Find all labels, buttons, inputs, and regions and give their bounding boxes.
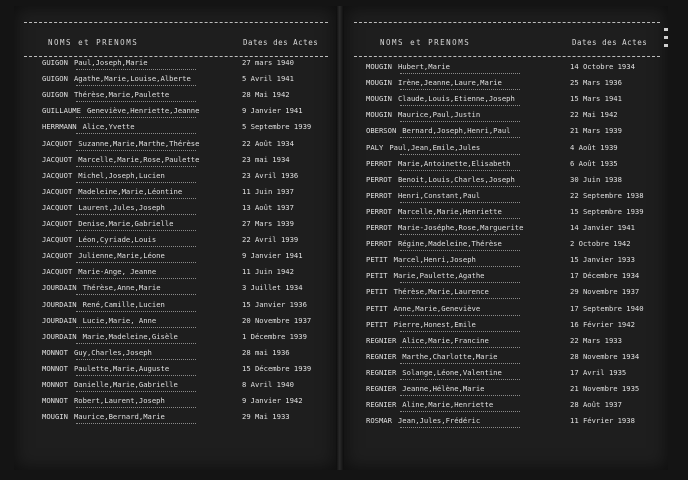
entry-underline — [400, 250, 520, 251]
entry-given-names: Paulette,Marie,Auguste — [73, 363, 170, 373]
entry-given-names: Lucie,Marie, Anne — [82, 315, 157, 325]
register-entry — [344, 78, 668, 92]
entry-underline — [76, 69, 196, 70]
entry-surname: PALY — [366, 142, 384, 152]
entry-underline — [76, 311, 196, 312]
right-page — [344, 6, 668, 470]
entry-given-names: Madeleine,Marie,Léontine — [78, 186, 183, 196]
entry-underline — [400, 186, 520, 187]
entry-name — [366, 191, 480, 200]
entry-name — [42, 58, 148, 67]
entry-given-names: Aline,Marie,Henriette — [402, 400, 494, 410]
entry-name — [366, 384, 485, 393]
register-entry — [14, 235, 336, 249]
entry-surname: PETIT — [366, 255, 388, 265]
entry-surname: JOURDAIN — [42, 331, 77, 341]
entry-underline — [400, 105, 520, 106]
entry-date: 2 Octobre 1942 — [570, 239, 631, 249]
entry-underline — [76, 198, 196, 199]
entry-surname: MONNOT — [42, 396, 68, 406]
entry-date: 28 Mai 1942 — [242, 90, 290, 100]
entry-underline — [400, 315, 520, 316]
entry-given-names: Solange,Léone,Valentine — [402, 367, 502, 377]
entry-date: 5 Septembre 1939 — [242, 122, 312, 132]
entry-name — [42, 348, 152, 357]
entry-underline — [76, 214, 196, 215]
entry-surname: PETIT — [366, 287, 388, 297]
register-entry — [344, 110, 668, 124]
entry-name — [366, 159, 510, 168]
entry-name — [366, 255, 476, 264]
entry-surname: REGNIER — [366, 351, 397, 361]
entry-date: 15 Décembre 1939 — [242, 363, 312, 373]
entry-name — [366, 400, 493, 409]
entry-name — [42, 106, 199, 115]
entry-given-names: Thérèse,Anne,Marie — [82, 283, 161, 293]
entry-given-names: Geneviève,Henriette,Jeanne — [86, 106, 200, 116]
entry-surname: ROSMAR — [366, 416, 392, 426]
register-entry — [344, 336, 668, 350]
names-header: NOMS et PRENOMS — [48, 38, 139, 47]
entry-underline — [400, 331, 520, 332]
entry-name — [366, 336, 489, 345]
entry-name — [42, 396, 165, 405]
entry-surname: JACQUOT — [42, 170, 73, 180]
entry-name — [42, 316, 156, 325]
entry-given-names: Paul,Joseph,Marie — [73, 58, 148, 67]
entry-date: 29 Novembre 1937 — [570, 287, 640, 297]
entry-date: 28 mai 1936 — [242, 347, 290, 357]
entry-name — [366, 320, 476, 329]
entry-surname: PERROT — [366, 158, 392, 168]
entry-surname: JACQUOT — [42, 138, 73, 148]
entry-date: 9 Janvier 1941 — [242, 106, 303, 116]
entry-date: 15 Janvier 1933 — [570, 255, 635, 265]
entry-date: 6 Août 1935 — [570, 158, 618, 168]
entry-date: 5 Avril 1941 — [242, 74, 294, 84]
entry-surname: REGNIER — [366, 384, 397, 393]
column-header — [14, 38, 336, 52]
entry-name — [366, 94, 515, 103]
book-gutter — [336, 6, 344, 470]
entry-underline — [76, 182, 196, 183]
register-entry — [14, 171, 336, 185]
entry-date: 17 Avril 1935 — [570, 367, 627, 377]
entry-underline — [76, 246, 196, 247]
entry-given-names: Julienne,Marie,Léone — [78, 251, 165, 261]
entry-given-names: Michel,Joseph,Lucien — [78, 170, 165, 180]
register-entry — [14, 300, 336, 314]
register-entry — [14, 74, 336, 88]
entry-given-names: Claude,Louis,Etienne,Joseph — [397, 94, 515, 104]
entry-name — [366, 368, 502, 377]
entry-name — [366, 287, 489, 296]
entry-underline — [400, 379, 520, 380]
entry-date: 30 Juin 1938 — [570, 174, 622, 184]
entry-name — [42, 139, 199, 148]
entry-given-names: Marcel,Henri,Joseph — [393, 255, 476, 265]
register-entry — [14, 316, 336, 330]
entry-given-names: Maurice,Paul,Justin — [397, 110, 481, 120]
entry-name — [42, 364, 169, 373]
entry-underline — [400, 73, 520, 74]
column-header — [344, 38, 668, 52]
names-header: NOMS et PRENOMS — [380, 38, 471, 47]
entry-underline — [76, 327, 196, 328]
entry-underline — [400, 89, 520, 90]
register-entry — [344, 271, 668, 285]
register-entry — [344, 239, 668, 253]
entry-surname: PERROT — [366, 190, 392, 200]
register-entry — [344, 175, 668, 189]
entry-given-names: Pierre,Honest,Emile — [393, 319, 476, 329]
entry-given-names: René,Camille,Lucien — [82, 299, 165, 309]
register-entry — [344, 400, 668, 414]
entry-underline — [400, 137, 520, 138]
entry-date: 14 Janvier 1941 — [570, 223, 635, 232]
entry-given-names: Jeanne,Hélène,Marie — [402, 384, 485, 393]
entry-name — [42, 300, 165, 309]
entry-name — [366, 175, 515, 184]
entry-underline — [76, 278, 196, 279]
entry-underline — [76, 294, 196, 295]
top-rule — [24, 22, 328, 23]
entry-surname: JOURDAIN — [42, 299, 77, 309]
entry-date: 22 Avril 1939 — [242, 235, 299, 245]
entry-date: 14 Octobre 1934 — [570, 62, 635, 71]
entry-underline — [400, 234, 520, 235]
entry-date: 27 Mars 1939 — [242, 219, 294, 228]
entry-given-names: Marie,Paulette,Agathe — [393, 271, 485, 281]
entry-date: 21 Novembre 1935 — [570, 384, 640, 393]
entry-underline — [400, 298, 520, 299]
register-entry — [344, 287, 668, 301]
entry-name — [42, 187, 182, 196]
entry-given-names: Maurice,Bernard,Marie — [73, 412, 165, 422]
entry-date: 25 Mars 1936 — [570, 78, 622, 88]
entry-date: 3 Juillet 1934 — [242, 283, 303, 293]
register-entry — [14, 187, 336, 201]
entry-given-names: Guy,Charles,Joseph — [73, 347, 152, 357]
entry-name — [366, 110, 480, 119]
page-edge-mark — [664, 28, 668, 31]
entry-given-names: Denise,Marie,Gabrielle — [78, 219, 174, 228]
entry-given-names: Marie-Joséphe,Rose,Marguerite — [397, 223, 524, 232]
entry-underline — [400, 363, 520, 364]
entry-date: 15 Mars 1941 — [570, 94, 622, 104]
register-entry — [14, 106, 336, 120]
register-entry — [14, 251, 336, 265]
register-entry — [14, 396, 336, 410]
entry-given-names: Irène,Jeanne,Laure,Marie — [397, 78, 502, 88]
entry-underline — [76, 423, 196, 424]
entry-underline — [400, 202, 520, 203]
entry-given-names: Thérèse,Marie,Laurence — [393, 287, 489, 297]
entry-date: 28 Novembre 1934 — [570, 351, 640, 361]
entry-given-names: Benoit,Louis,Charles,Joseph — [397, 174, 515, 184]
entry-given-names: Thérèse,Marie,Paulette — [73, 90, 170, 100]
entry-given-names: Jean,Jules,Frédéric — [397, 416, 481, 426]
entry-given-names: Marthe,Charlotte,Marie — [402, 351, 498, 361]
entry-underline — [76, 166, 196, 167]
entry-surname: OBERSON — [366, 126, 397, 136]
entry-date: 27 mars 1940 — [242, 58, 294, 67]
entry-surname: MOUGIN — [42, 412, 68, 422]
entry-surname: MOUGIN — [366, 94, 392, 104]
entry-surname: JACQUOT — [42, 154, 73, 164]
entry-underline — [76, 230, 196, 231]
entry-surname: MOUGIN — [366, 62, 392, 71]
entry-underline — [400, 411, 520, 412]
entry-surname: REGNIER — [366, 400, 397, 410]
entry-underline — [76, 343, 196, 344]
register-entry — [14, 348, 336, 362]
entry-date: 4 Août 1939 — [570, 142, 618, 152]
entry-date: 15 Janvier 1936 — [242, 299, 307, 309]
entry-name — [42, 251, 165, 260]
entry-given-names: Laurent,Jules,Joseph — [78, 202, 165, 212]
entry-date: 9 Janvier 1941 — [242, 251, 303, 261]
header-rule — [354, 56, 660, 57]
entry-underline — [400, 427, 520, 428]
register-entry — [14, 58, 336, 72]
entry-surname: GUIGON — [42, 90, 68, 100]
entry-underline — [400, 121, 520, 122]
register-entry — [14, 155, 336, 169]
dates-header: Dates des Actes — [243, 38, 319, 47]
entry-given-names: Régine,Madeleine,Thérèse — [397, 239, 502, 249]
entry-given-names: Alice,Marie,Francine — [402, 335, 489, 345]
entry-surname: PETIT — [366, 303, 388, 313]
entry-name — [42, 122, 135, 131]
entry-given-names: Suzanne,Marie,Marthe,Thérèse — [78, 138, 200, 148]
entry-date: 22 Mars 1933 — [570, 335, 622, 345]
page-edge-mark — [664, 36, 668, 39]
entry-name — [366, 304, 480, 313]
entry-name — [42, 332, 178, 341]
entry-date: 8 Avril 1940 — [242, 380, 294, 389]
header-rule — [24, 56, 328, 57]
entry-name — [366, 271, 485, 280]
entry-underline — [76, 150, 196, 151]
register-entry — [14, 203, 336, 217]
entry-underline — [76, 262, 196, 263]
register-entry — [344, 159, 668, 173]
entry-date: 22 Septembre 1938 — [570, 190, 644, 200]
entry-name — [42, 283, 161, 292]
entry-name — [366, 239, 502, 248]
entry-given-names: Agathe,Marie,Louise,Alberte — [73, 74, 191, 84]
register-entry — [344, 223, 668, 237]
entry-name — [366, 207, 502, 216]
entry-name — [366, 352, 498, 361]
entry-surname: PERROT — [366, 239, 392, 249]
register-entry — [344, 207, 668, 221]
register-entry — [344, 94, 668, 108]
register-entry — [14, 139, 336, 153]
entry-underline — [76, 391, 196, 392]
entry-name — [366, 143, 480, 152]
entry-surname: GUIGON — [42, 74, 68, 84]
register-entry — [344, 368, 668, 382]
register-entry — [14, 412, 336, 426]
entry-date: 13 Août 1937 — [242, 202, 294, 212]
entry-underline — [400, 218, 520, 219]
entry-given-names: Marie-Ange, Jeanne — [78, 267, 157, 277]
entry-date: 17 Décembre 1934 — [570, 271, 640, 281]
entry-date: 15 Septembre 1939 — [570, 206, 644, 216]
register-entry — [14, 380, 336, 394]
entry-surname: REGNIER — [366, 335, 397, 345]
entry-surname: GUILLAUME — [42, 106, 81, 116]
register-entry — [344, 384, 668, 398]
entry-given-names: Paul,Jean,Emile,Jules — [389, 142, 481, 152]
entry-name — [42, 235, 156, 244]
dates-header: Dates des Actes — [572, 38, 648, 47]
entry-name — [42, 219, 174, 228]
entry-surname: PETIT — [366, 271, 388, 281]
entry-given-names: Robert,Laurent,Joseph — [73, 396, 165, 406]
entry-underline — [76, 101, 196, 102]
entry-name — [42, 380, 178, 389]
entry-surname: JACQUOT — [42, 219, 73, 228]
entry-underline — [76, 407, 196, 408]
entry-underline — [400, 266, 520, 267]
entry-surname: MOUGIN — [366, 78, 392, 88]
entry-date: 23 mai 1934 — [242, 154, 290, 164]
entry-underline — [76, 359, 196, 360]
entry-given-names: Marie,Antoinette,Elisabeth — [397, 158, 511, 168]
entry-name — [42, 203, 165, 212]
entry-given-names: Henri,Constant,Paul — [397, 190, 481, 200]
entry-date: 23 Avril 1936 — [242, 170, 299, 180]
register-entry — [14, 219, 336, 233]
entry-given-names: Marie,Madeleine,Gisèle — [82, 331, 178, 341]
register-entry — [14, 267, 336, 281]
entry-date: 11 Février 1938 — [570, 416, 635, 426]
entry-date: 1 Décembre 1939 — [242, 331, 307, 341]
register-entry — [344, 304, 668, 318]
entry-underline — [76, 375, 196, 376]
page-edge-mark — [664, 44, 668, 47]
entry-name — [42, 412, 165, 421]
entry-underline — [76, 133, 196, 134]
entry-surname: JACQUOT — [42, 202, 73, 212]
register-entry — [344, 352, 668, 366]
entry-date: 11 Juin 1942 — [242, 267, 294, 277]
register-entry — [344, 126, 668, 140]
entry-name — [366, 416, 480, 425]
entry-name — [366, 78, 502, 87]
register-entry — [14, 364, 336, 378]
entry-surname: JACQUOT — [42, 235, 73, 245]
entry-given-names: Alice,Yvette — [82, 122, 135, 132]
entry-given-names: Marcelle,Marie,Henriette — [397, 206, 502, 216]
entry-surname: PETIT — [366, 319, 388, 329]
register-entry — [344, 255, 668, 269]
entry-date: 22 Août 1934 — [242, 138, 294, 148]
entry-surname: PERROT — [366, 174, 392, 184]
entry-underline — [400, 347, 520, 348]
entry-surname: MONNOT — [42, 347, 68, 357]
left-page — [14, 6, 336, 470]
entry-underline — [400, 282, 520, 283]
entry-underline — [76, 117, 196, 118]
entry-date: 16 Février 1942 — [570, 319, 635, 329]
entry-date: 9 Janvier 1942 — [242, 396, 303, 406]
entry-name — [42, 90, 169, 99]
entry-name — [42, 155, 199, 164]
entry-surname: JOURDAIN — [42, 283, 77, 293]
entry-name — [366, 126, 510, 135]
entry-surname: REGNIER — [366, 367, 397, 377]
register-entry — [344, 416, 668, 430]
entry-surname: JOURDAIN — [42, 315, 77, 325]
entry-given-names: Anne,Marie,Geneviève — [393, 303, 481, 313]
entry-surname: MONNOT — [42, 363, 68, 373]
entry-surname: JACQUOT — [42, 186, 73, 196]
register-entry — [14, 283, 336, 297]
entry-underline — [400, 395, 520, 396]
entry-date: 22 Mai 1942 — [570, 110, 618, 120]
entry-date: 21 Mars 1939 — [570, 126, 622, 136]
entry-surname: HERRMANN — [42, 122, 77, 132]
entry-surname: GUIGON — [42, 58, 68, 67]
entry-date: 11 Juin 1937 — [242, 186, 294, 196]
register-entry — [344, 143, 668, 157]
entry-name — [42, 171, 165, 180]
entry-name — [366, 62, 450, 71]
entry-underline — [400, 170, 520, 171]
entry-underline — [400, 154, 520, 155]
entry-date: 28 Août 1937 — [570, 400, 622, 410]
entry-surname: JACQUOT — [42, 267, 73, 277]
register-entry — [344, 320, 668, 334]
entry-surname: PERROT — [366, 223, 392, 232]
entry-name — [42, 74, 191, 83]
entry-given-names: Bernard,Joseph,Henri,Paul — [402, 126, 511, 136]
entry-date: 20 Novembre 1937 — [242, 315, 312, 325]
register-entry — [14, 332, 336, 346]
entry-given-names: Hubert,Marie — [397, 62, 450, 71]
entry-date: 17 Septembre 1940 — [570, 303, 644, 313]
entry-surname: MONNOT — [42, 380, 68, 389]
entry-surname: MOUGIN — [366, 110, 392, 120]
entry-surname: JACQUOT — [42, 251, 73, 261]
entry-surname: PERROT — [366, 206, 392, 216]
entry-given-names: Léon,Cyriade,Louis — [78, 235, 157, 245]
register-entry — [344, 62, 668, 76]
entry-given-names: Danielle,Marie,Gabrielle — [73, 380, 178, 389]
entry-underline — [76, 85, 196, 86]
entry-name — [42, 267, 156, 276]
register-entry — [14, 122, 336, 136]
entry-name — [366, 223, 523, 232]
entry-date: 29 Mai 1933 — [242, 412, 290, 422]
top-rule — [354, 22, 660, 23]
register-entry — [14, 90, 336, 104]
entry-given-names: Marcelle,Marie,Rose,Paulette — [78, 154, 200, 164]
register-entry — [344, 191, 668, 205]
